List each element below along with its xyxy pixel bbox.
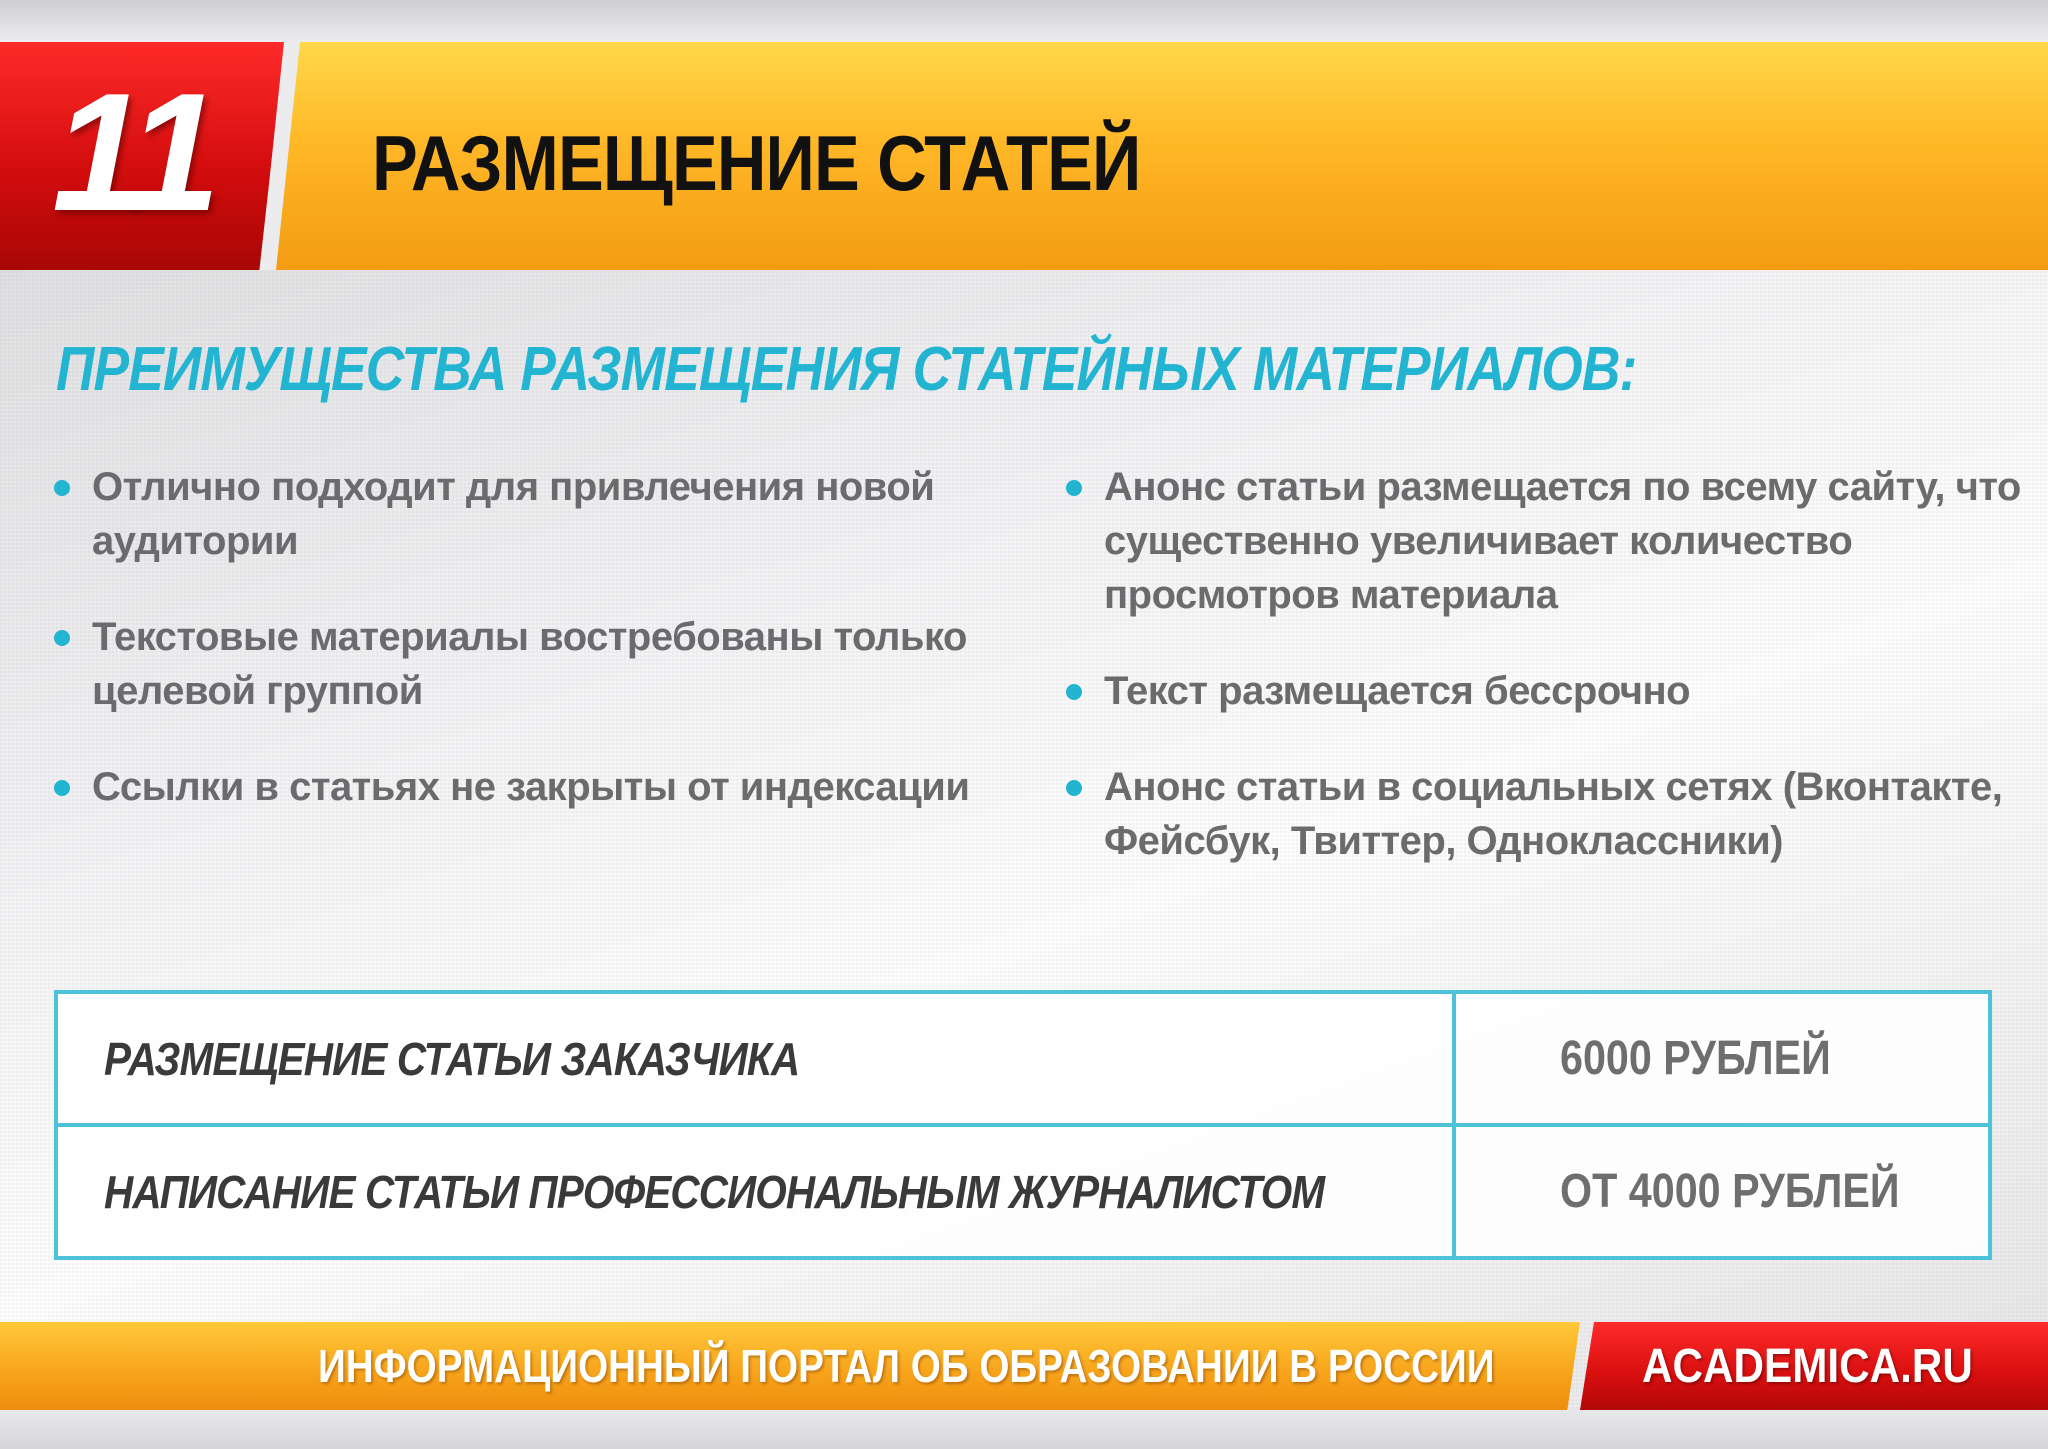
subtitle: ПРЕИМУЩЕСТВА РАЗМЕЩЕНИЯ СТАТЕЙНЫХ МАТЕРИАЛОВ: <box>56 335 1637 404</box>
benefit-text: Отлично подходит для привлечения новой аудитории <box>92 465 935 563</box>
price-service: НАПИСАНИЕ СТАТЬИ ПРОФЕССИОНАЛЬНЫМ ЖУРНАЛИСТОМ <box>104 1165 1325 1218</box>
price-value: ОТ 4000 РУБЛЕЙ <box>1560 1165 1900 1218</box>
bullet-icon <box>54 780 70 796</box>
footer-site-link[interactable]: ACADEMICA.RU <box>1642 1339 1973 1393</box>
benefit-text: Ссылки в статьях не закрыты от индексации <box>92 765 970 809</box>
price-column-divider <box>1452 994 1456 1256</box>
page-title: РАЗМЕЩЕНИЕ СТАТЕЙ <box>372 119 1141 207</box>
footer-tagline: ИНФОРМАЦИОННЫЙ ПОРТАЛ ОБ ОБРАЗОВАНИИ В РОССИИ <box>318 1340 1495 1392</box>
bullet-icon <box>1066 684 1082 700</box>
bullet-icon <box>1066 480 1082 496</box>
benefit-item <box>50 460 1030 568</box>
price-service: РАЗМЕЩЕНИЕ СТАТЬИ ЗАКАЗЧИКА <box>104 1032 800 1085</box>
benefits-list-right <box>1062 460 2022 868</box>
benefit-text: Текстовые материалы востребованы только целевой группой <box>92 615 967 713</box>
top-strip <box>0 0 2048 42</box>
benefit-item <box>50 760 1030 814</box>
benefits-list-left <box>50 460 1030 814</box>
benefit-text: Анонс статьи в социальных сетях (Вконтакте, Фейсбук, Твиттер, Одноклассники) <box>1104 765 2003 863</box>
bullet-icon <box>54 630 70 646</box>
benefit-item <box>1062 664 2022 718</box>
bullet-icon <box>1066 780 1082 796</box>
benefit-text: Анонс статьи размещается по всему сайту, что существенно увеличивает количество просмотров материала <box>1104 465 2021 617</box>
benefit-item <box>1062 760 2022 868</box>
benefit-item <box>50 610 1030 718</box>
bullet-icon <box>54 480 70 496</box>
benefit-text: Текст размещается бессрочно <box>1104 669 1691 713</box>
price-row <box>58 1127 1988 1256</box>
price-table <box>54 990 1992 1260</box>
price-value: 6000 РУБЛЕЙ <box>1560 1032 1831 1085</box>
bottom-strip <box>0 1410 2048 1449</box>
price-row <box>58 994 1988 1127</box>
benefit-item <box>1062 460 2022 622</box>
section-number: 11 <box>52 58 215 246</box>
